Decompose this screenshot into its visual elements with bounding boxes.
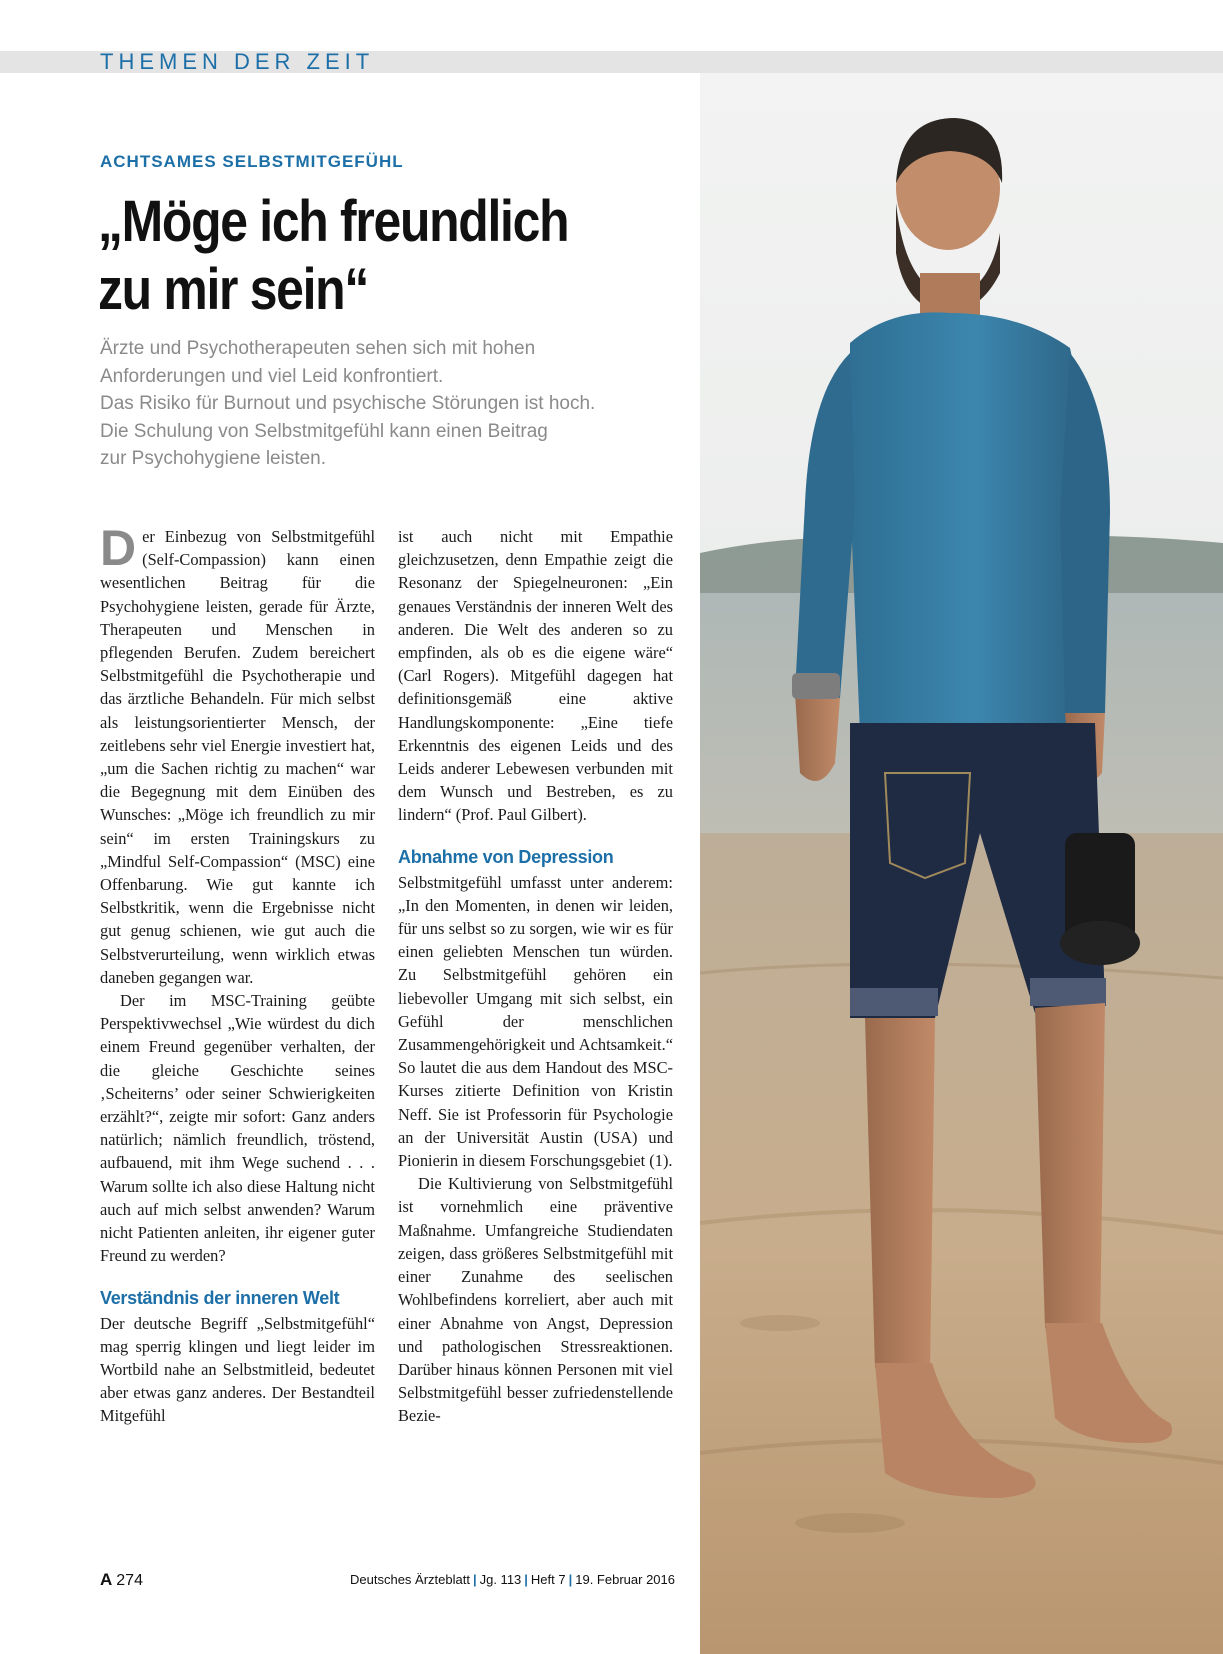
article-title: [98, 188, 614, 324]
subheading: Verständnis der inneren Welt: [100, 1287, 340, 1308]
separator-bar: |: [472, 1572, 477, 1587]
lead-line: Ärzte und Psychotherapeuten sehen sich mit hohen: [100, 338, 536, 359]
title-line: zu mir sein“: [98, 257, 369, 322]
lead-line: Die Schulung von Selbstmitgefühl kann einen Beitrag: [100, 420, 548, 442]
journal-name: Deutsches Ärzteblatt: [350, 1572, 470, 1587]
title-line: „Möge ich freundlich: [98, 189, 569, 254]
lead-line: zur Psychohygiene leisten.: [100, 448, 327, 469]
body-paragraph: Die Kultivierung von Selbstmitgefühl ist vornehmlich eine präventive Maßnahme. Umfangreiche Studiendaten zeigen, dass größeres Selbstmitgefühl mit einer Zunahme des seelischen Wohlbefindens korreliert, aber auch mit einer Abnahme von Angst, Depression und pathologischen Stressreaktionen. Darüber hinaus können Personen mit viel Selbstmitgefühl besser zufriedenstellende Bezie-: [398, 1174, 673, 1426]
text-column-1: [100, 520, 375, 1428]
page-number-value: 274: [116, 1572, 143, 1589]
lead-line: Anforderungen und viel Leid konfrontiert.: [100, 365, 444, 387]
article-photo: [700, 73, 1223, 1654]
body-paragraph: [100, 520, 375, 989]
article-lead: [100, 335, 690, 473]
subheading: Abnahme von Depression: [398, 846, 614, 867]
section-label: THEMEN DER ZEIT: [100, 49, 375, 74]
lead-line: Das Risiko für Burnout und psychische Störungen ist hoch.: [100, 393, 596, 414]
page-number: [100, 1570, 143, 1590]
journal-info: [350, 1572, 675, 1587]
separator-bar: |: [568, 1572, 573, 1587]
journal-date: 19. Februar 2016: [575, 1572, 675, 1587]
separator-bar: |: [524, 1572, 528, 1587]
journal-issue: Heft 7: [530, 1572, 566, 1587]
body-paragraph: Der im MSC-Training geübte Perspektivwechsel „Wie würdest du dich einem Freund gegenüber verhalten, der die gleiche Geschichte seines ‚Scheiterns’ oder seiner Schwierigkeiten erzählt?“, zeigte mir sofort: Ganz anders natürlich; nämlich freundlich, tröstend, aufbauend, mit ihm Wege suchend . . . Warum sollte ich also diese Haltung nicht auch auf mich selbst anwenden? Warum nicht Patienten anleiten, ihr eigener guter Freund zu werden?: [100, 991, 375, 1266]
article-kicker: ACHTSAMES SELBSTMITGEFÜHL: [100, 152, 404, 171]
journal-volume: Jg. 113: [479, 1572, 522, 1587]
drop-cap: D: [100, 520, 137, 576]
page-prefix: A: [100, 1570, 113, 1589]
body-paragraph: Der deutsche Begriff „Selbstmitgefühl“ mag sperrig klingen und liegt leider im Wortbild nahe an Selbstmitleid, bedeutet aber etwas ganz anderes. Der Bestandteil Mitgefühl: [100, 1313, 375, 1426]
body-paragraph: ist auch nicht mit Empathie gleichzusetzen, denn Empathie zeigt die Resonanz der Spiegelneuronen: „Ein genaues Verständnis der inneren Welt des anderen. Die Welt des anderen so zu empfinden, als ob es die eigene wäre“ (Carl Rogers). Mitgefühl dagegen hat definitionsgemäß eine aktive Handlungskomponente: „Eine tiefe Erkenntnis des eigenen Leids und des Leids anderer Lebewesen verbunden mit dem Wunsch und Bestreben, es zu lindern“ (Prof. Paul Gilbert).: [398, 527, 673, 825]
text-column-2: [398, 525, 673, 1428]
body-paragraph: Selbstmitgefühl umfasst unter anderem: „In den Momenten, in denen wir leiden, für uns selbst so zu sorgen, wie wir es für einen geliebten Menschen tun würden. Zu Selbstmitgefühl gehören ein liebevoller Umgang mit sich selbst, ein Gefühl der menschlichen Zusammengehörigkeit und Achtsamkeit.“ So lautet die aus dem Handout des MSC-Kurses zitierte Definition von Kristin Neff. Sie ist Professorin für Psychologie an der Universität Austin (USA) und Pionierin in diesem Forschungsgebiet (1).: [398, 872, 673, 1171]
paragraph-text: er Einbezug von Selbstmitgefühl (Self-Compassion) kann einen wesentlichen Beitrag für die Psychohygiene leisten, gerade für Ärzte, Therapeuten und Menschen in pflegenden Berufen. Zudem bereichert Selbstmitgefühl die Psychotherapie und das ärztliche Behandeln. Für mich selbst als leistungsorientierter Mensch, der zeitlebens sehr viel Energie investiert hat, „um die Sachen richtig zu machen“ war die Begegnung mit dem Einüben des Wunsches: „Möge ich freundlich zu mir sein“ im ersten Trainingskurs zu „Mindful Self-Compassion“ (MSC) eine Offenbarung. Wie gut kannte ich Selbstkritik, wenn die Ergebnisse nicht gut genug schienen, wie gut auch die Selbstverurteilung, wenn wirklich etwas daneben gegangen war.: [100, 527, 375, 987]
